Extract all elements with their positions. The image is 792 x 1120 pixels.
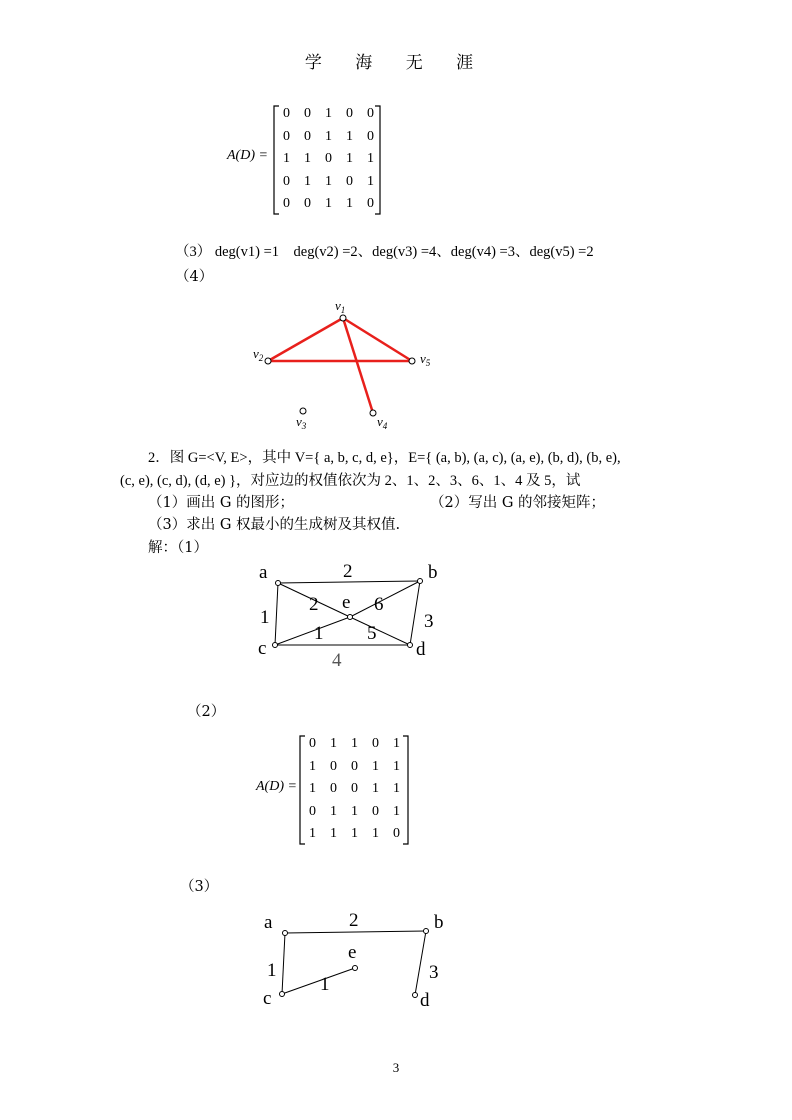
tree-weight-ab: 2 xyxy=(349,910,359,931)
tree-edge-b-d xyxy=(415,931,426,995)
matrix2-cell: 0 xyxy=(372,736,379,752)
vertex-d xyxy=(408,643,413,648)
matrix1-cell: 0 xyxy=(346,106,353,122)
matrix2-cell: 1 xyxy=(372,758,379,774)
edge-d-e xyxy=(350,617,410,645)
matrix1-label xyxy=(227,148,268,164)
tree-vertex-d xyxy=(413,993,418,998)
matrix1-cell: 0 xyxy=(325,151,332,167)
solution-label: 解：（1） xyxy=(148,540,208,556)
matrix2-cell: 1 xyxy=(372,781,379,797)
vertex-v2 xyxy=(265,358,271,364)
matrix2-cell: 0 xyxy=(351,781,358,797)
vertex-a xyxy=(276,581,281,586)
matrix1-cell: 0 xyxy=(346,173,353,189)
weight-de: 5 xyxy=(367,623,377,644)
tree-vertex-e xyxy=(353,966,358,971)
tree-label-e: e xyxy=(348,942,357,963)
edge-v1-v4 xyxy=(343,318,373,413)
matrix1-cell: 0 xyxy=(283,196,290,212)
matrix1-cell: 0 xyxy=(367,196,374,212)
matrix2-cell: 0 xyxy=(372,803,379,819)
matrix2-cell: 1 xyxy=(351,736,358,752)
item4-label: （4） xyxy=(175,269,214,285)
weight-ae: 2 xyxy=(309,594,319,615)
tree-label-d: d xyxy=(420,990,430,1011)
weight-be: 6 xyxy=(374,594,384,615)
matrix2-cell: 1 xyxy=(309,758,316,774)
problem-q3: （3）求出 G 权最小的生成树及其权值. xyxy=(148,517,401,533)
edge-a-c xyxy=(275,583,278,645)
tree-weight-ce: 1 xyxy=(320,974,330,995)
matrix2-cell: 1 xyxy=(330,736,337,752)
label-v2: $v_2$ xyxy=(253,346,264,363)
label-v1: $v_1$ xyxy=(335,298,346,315)
label-c: c xyxy=(258,638,267,659)
matrix2-table xyxy=(302,733,407,846)
edge-b-e xyxy=(350,581,420,617)
matrix2-cell: 0 xyxy=(351,758,358,774)
graph3 xyxy=(254,898,464,1018)
matrix2-cell: 1 xyxy=(330,803,337,819)
matrix1-row xyxy=(276,171,381,194)
matrix1-cell: 1 xyxy=(325,128,332,144)
tree-vertex-a xyxy=(283,931,288,936)
matrix1-cell: 0 xyxy=(283,128,290,144)
matrix1-cell: 1 xyxy=(283,151,290,167)
matrix1-cell: 1 xyxy=(367,151,374,167)
matrix1-row xyxy=(276,148,381,171)
sol2-label: （2） xyxy=(187,704,226,720)
problem-q2: （2）写出 G 的邻接矩阵； xyxy=(430,495,606,511)
weight-ac: 1 xyxy=(260,607,270,628)
matrix2-row xyxy=(302,733,407,756)
matrix2-row xyxy=(302,823,407,846)
matrix1-cell: 1 xyxy=(304,173,311,189)
tree-weight-ac: 1 xyxy=(267,960,277,981)
matrix2-cell: 1 xyxy=(309,781,316,797)
sol3-label: （3） xyxy=(180,879,219,895)
label-d: d xyxy=(416,639,426,660)
matrix2-cell: 1 xyxy=(330,826,337,842)
tree-weight-bd: 3 xyxy=(429,962,439,983)
matrix1-cell: 0 xyxy=(367,106,374,122)
matrix2-cell: 1 xyxy=(393,736,400,752)
label-v5: $v_5$ xyxy=(420,351,431,368)
matrix1-cell: 1 xyxy=(325,173,332,189)
label-e: e xyxy=(342,592,351,613)
edge-b-d xyxy=(410,581,420,645)
matrix2-cell: 0 xyxy=(309,803,316,819)
matrix2-cell: 0 xyxy=(330,758,337,774)
weight-ab: 2 xyxy=(343,561,353,582)
graph1 xyxy=(240,295,460,435)
vertex-c xyxy=(273,643,278,648)
tree-vertex-c xyxy=(280,992,285,997)
matrix2-cell: 1 xyxy=(393,781,400,797)
label-v4: $v_4$ xyxy=(377,414,388,431)
vertex-v4 xyxy=(370,410,376,416)
matrix2-label-text: A(D) = xyxy=(256,779,297,794)
matrix2-cell: 1 xyxy=(351,803,358,819)
matrix1-cell: 1 xyxy=(346,151,353,167)
vertex-e xyxy=(348,615,353,620)
matrix1-cell: 1 xyxy=(325,196,332,212)
weight-cd: 4 xyxy=(332,650,342,671)
vertex-v1 xyxy=(340,315,346,321)
matrix2-row xyxy=(302,756,407,779)
tree-edge-a-b xyxy=(285,931,426,933)
matrix1-cell: 1 xyxy=(367,173,374,189)
matrix2-cell: 0 xyxy=(393,826,400,842)
matrix1-cell: 1 xyxy=(325,106,332,122)
matrix1-cell: 0 xyxy=(283,173,290,189)
matrix2-cell: 1 xyxy=(393,803,400,819)
graph2 xyxy=(250,555,450,675)
label-a: a xyxy=(259,562,268,583)
matrix1-cell: 0 xyxy=(304,128,311,144)
vertex-v5 xyxy=(409,358,415,364)
edge-c-e xyxy=(275,617,350,645)
matrix2-cell: 1 xyxy=(351,826,358,842)
matrix2-row xyxy=(302,801,407,824)
weight-ce: 1 xyxy=(314,623,324,644)
tree-label-c: c xyxy=(263,988,272,1009)
matrix1-row xyxy=(276,103,381,126)
tree-label-a: a xyxy=(264,912,273,933)
matrix2-label xyxy=(256,779,297,795)
matrix1-cell: 1 xyxy=(346,196,353,212)
matrix1-cell: 0 xyxy=(304,106,311,122)
matrix2-cell: 0 xyxy=(330,781,337,797)
matrix2-cell: 0 xyxy=(309,736,316,752)
matrix1-cell: 0 xyxy=(304,196,311,212)
page-header: 学 海 无 涯 xyxy=(304,53,488,73)
problem-line1: 2．图 G=<V, E>，其中 V={ a, b, c, d, e}，E={ (a, b), (a, c), (a, e), (b, d), (b, e), xyxy=(148,450,621,466)
edge-v1-v2 xyxy=(268,318,343,361)
matrix1-table xyxy=(276,103,381,216)
problem-q1: （1）画出 G 的图形； xyxy=(148,495,295,511)
tree-vertex-b xyxy=(424,929,429,934)
matrix1-label-text: A(D) = xyxy=(227,148,268,163)
label-v3: $v_3$ xyxy=(296,414,307,431)
tree-label-b: b xyxy=(434,912,444,933)
matrix1-row xyxy=(276,126,381,149)
matrix1-cell: 1 xyxy=(346,128,353,144)
vertex-b xyxy=(418,579,423,584)
tree-edge-a-c xyxy=(282,933,285,994)
matrix1-cell: 0 xyxy=(283,106,290,122)
matrix2-cell: 1 xyxy=(309,826,316,842)
item3-degrees: （3） deg(v1) =1 deg(v2) =2、deg(v3) =4、deg(v4) =3、deg(v5) =2 xyxy=(175,244,594,260)
page-number: 3 xyxy=(392,1060,400,1075)
matrix2-cell: 1 xyxy=(372,826,379,842)
matrix2-row xyxy=(302,778,407,801)
label-b: b xyxy=(428,562,438,583)
tree-edge-c-e xyxy=(282,968,355,994)
weight-bd: 3 xyxy=(424,611,434,632)
problem-line2: (c, e), (c, d), (d, e) }，对应边的权值依次为 2、1、2、3、6、1、4 及 5，试 xyxy=(120,473,581,489)
matrix1-cell: 0 xyxy=(367,128,374,144)
matrix1-cell: 1 xyxy=(304,151,311,167)
graph1-edges xyxy=(268,318,412,413)
matrix2-cell: 1 xyxy=(393,758,400,774)
matrix1-row xyxy=(276,193,381,216)
